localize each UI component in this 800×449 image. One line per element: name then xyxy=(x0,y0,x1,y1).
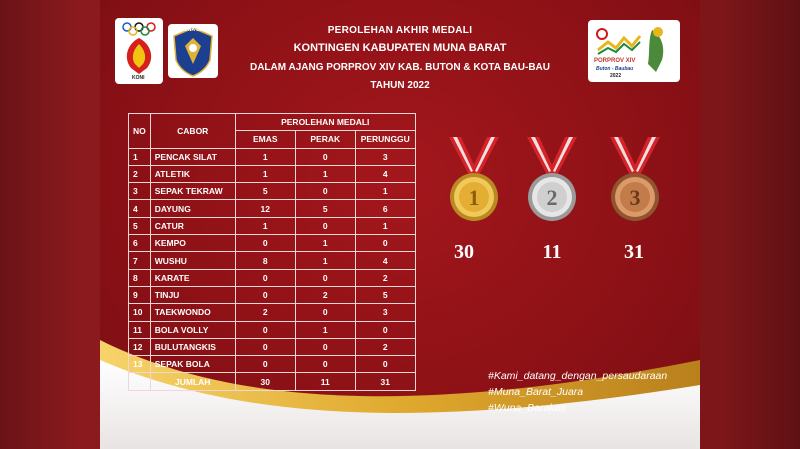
row-no: 11 xyxy=(129,321,151,338)
row-cabor: PENCAK SILAT xyxy=(150,148,235,165)
table-row xyxy=(129,252,416,269)
row-perak: 2 xyxy=(295,286,355,303)
row-cabor: BOLA VOLLY xyxy=(150,321,235,338)
header-line-2: KONTINGEN KABUPATEN MUNA BARAT xyxy=(293,42,507,54)
bronze-medal-icon xyxy=(600,135,670,235)
porprov-subtitle: Buton - Baubau xyxy=(596,66,634,72)
row-emas: 0 xyxy=(235,338,295,355)
row-perak: 0 xyxy=(295,356,355,373)
gold-medal-icon xyxy=(439,135,509,235)
medal-table xyxy=(128,113,416,391)
row-cabor: DAYUNG xyxy=(150,200,235,217)
table-header-row xyxy=(129,114,416,131)
row-emas: 5 xyxy=(235,183,295,200)
row-emas: 1 xyxy=(235,148,295,165)
gold-total: 30 xyxy=(454,241,474,263)
header-perak: PERAK xyxy=(295,131,355,148)
gold-medal-rank: 1 xyxy=(468,185,480,210)
header-line-3: DALAM AJANG PORPROV XIV KAB. BUTON & KOTA BAU-BAU xyxy=(249,62,550,73)
bronze-total: 31 xyxy=(624,241,644,263)
table-total-row xyxy=(129,373,416,390)
silver-total: 11 xyxy=(542,241,562,263)
row-emas: 0 xyxy=(235,269,295,286)
header-cabor: CABOR xyxy=(150,114,235,149)
row-emas: 12 xyxy=(235,200,295,217)
row-perunggu: 2 xyxy=(355,338,415,355)
row-perunggu: 0 xyxy=(355,356,415,373)
infographic-card xyxy=(100,0,700,449)
total-emas: 30 xyxy=(235,373,295,390)
hashtag-list xyxy=(488,368,667,416)
total-label: JUMLAH xyxy=(150,373,235,390)
row-perunggu: 4 xyxy=(355,165,415,182)
row-cabor: SEPAK BOLA xyxy=(150,356,235,373)
row-emas: 8 xyxy=(235,252,295,269)
table-row xyxy=(129,148,416,165)
row-cabor: BULUTANGKIS xyxy=(150,338,235,355)
table-row xyxy=(129,286,416,303)
hashtag-item: #Wuna_Barakati xyxy=(488,402,566,414)
row-emas: 2 xyxy=(235,304,295,321)
row-perak: 5 xyxy=(295,200,355,217)
row-perak: 1 xyxy=(295,321,355,338)
row-emas: 0 xyxy=(235,356,295,373)
row-no: 12 xyxy=(129,338,151,355)
row-cabor: KEMPO xyxy=(150,235,235,252)
muna-barat-label: MUNA BARAT xyxy=(180,27,214,33)
row-perak: 1 xyxy=(295,252,355,269)
total-no-cell xyxy=(129,373,151,390)
row-perunggu: 1 xyxy=(355,183,415,200)
row-no: 8 xyxy=(129,269,151,286)
silver-medal-rank: 2 xyxy=(546,185,558,210)
row-no: 4 xyxy=(129,200,151,217)
row-cabor: WUSHU xyxy=(150,252,235,269)
porprov-year: 2022 xyxy=(610,73,622,79)
header-no: NO xyxy=(129,114,151,149)
row-cabor: SEPAK TEKRAW xyxy=(150,183,235,200)
row-perunggu: 0 xyxy=(355,235,415,252)
silver-medal-icon xyxy=(517,135,587,235)
row-perak: 0 xyxy=(295,269,355,286)
header-line-4: TAHUN 2022 xyxy=(370,80,430,91)
porprov-title: PORPROV XIV xyxy=(594,58,636,64)
table-row xyxy=(129,235,416,252)
row-perak: 1 xyxy=(295,235,355,252)
row-emas: 0 xyxy=(235,286,295,303)
row-no: 3 xyxy=(129,183,151,200)
row-perunggu: 2 xyxy=(355,269,415,286)
row-no: 1 xyxy=(129,148,151,165)
row-perunggu: 1 xyxy=(355,217,415,234)
row-perak: 1 xyxy=(295,165,355,182)
total-perak: 11 xyxy=(295,373,355,390)
row-perak: 0 xyxy=(295,338,355,355)
row-perunggu: 5 xyxy=(355,286,415,303)
table-row xyxy=(129,304,416,321)
row-perunggu: 3 xyxy=(355,304,415,321)
table-row xyxy=(129,269,416,286)
row-no: 10 xyxy=(129,304,151,321)
row-perak: 0 xyxy=(295,148,355,165)
table-row xyxy=(129,200,416,217)
header-perunggu: PERUNGGU xyxy=(355,131,415,148)
row-perunggu: 0 xyxy=(355,321,415,338)
row-perak: 0 xyxy=(295,304,355,321)
table-row xyxy=(129,165,416,182)
row-cabor: ATLETIK xyxy=(150,165,235,182)
row-perunggu: 4 xyxy=(355,252,415,269)
row-perunggu: 3 xyxy=(355,148,415,165)
koni-label: KONI xyxy=(132,75,145,81)
row-cabor: KARATE xyxy=(150,269,235,286)
bronze-medal-rank: 3 xyxy=(629,185,641,210)
table-row xyxy=(129,338,416,355)
row-cabor: TAEKWONDO xyxy=(150,304,235,321)
row-emas: 1 xyxy=(235,217,295,234)
row-no: 13 xyxy=(129,356,151,373)
header-perolehan-medali: PEROLEHAN MEDALI xyxy=(235,114,415,131)
row-cabor: CATUR xyxy=(150,217,235,234)
table-row xyxy=(129,321,416,338)
row-emas: 1 xyxy=(235,165,295,182)
header-line-1: PEROLEHAN AKHIR MEDALI xyxy=(327,25,473,36)
row-perak: 0 xyxy=(295,217,355,234)
row-no: 5 xyxy=(129,217,151,234)
row-cabor: TINJU xyxy=(150,286,235,303)
row-emas: 0 xyxy=(235,321,295,338)
row-no: 7 xyxy=(129,252,151,269)
row-no: 9 xyxy=(129,286,151,303)
row-perak: 0 xyxy=(295,183,355,200)
hashtag-item: #Muna_Barat_Juara xyxy=(488,386,584,398)
table-row xyxy=(129,217,416,234)
hashtag-item: #Kami_datang_dengan_persaudaraan xyxy=(488,370,668,382)
total-perunggu: 31 xyxy=(355,373,415,390)
row-emas: 0 xyxy=(235,235,295,252)
row-perunggu: 6 xyxy=(355,200,415,217)
row-no: 2 xyxy=(129,165,151,182)
row-no: 6 xyxy=(129,235,151,252)
table-row xyxy=(129,183,416,200)
table-row xyxy=(129,356,416,373)
header-emas: EMAS xyxy=(235,131,295,148)
